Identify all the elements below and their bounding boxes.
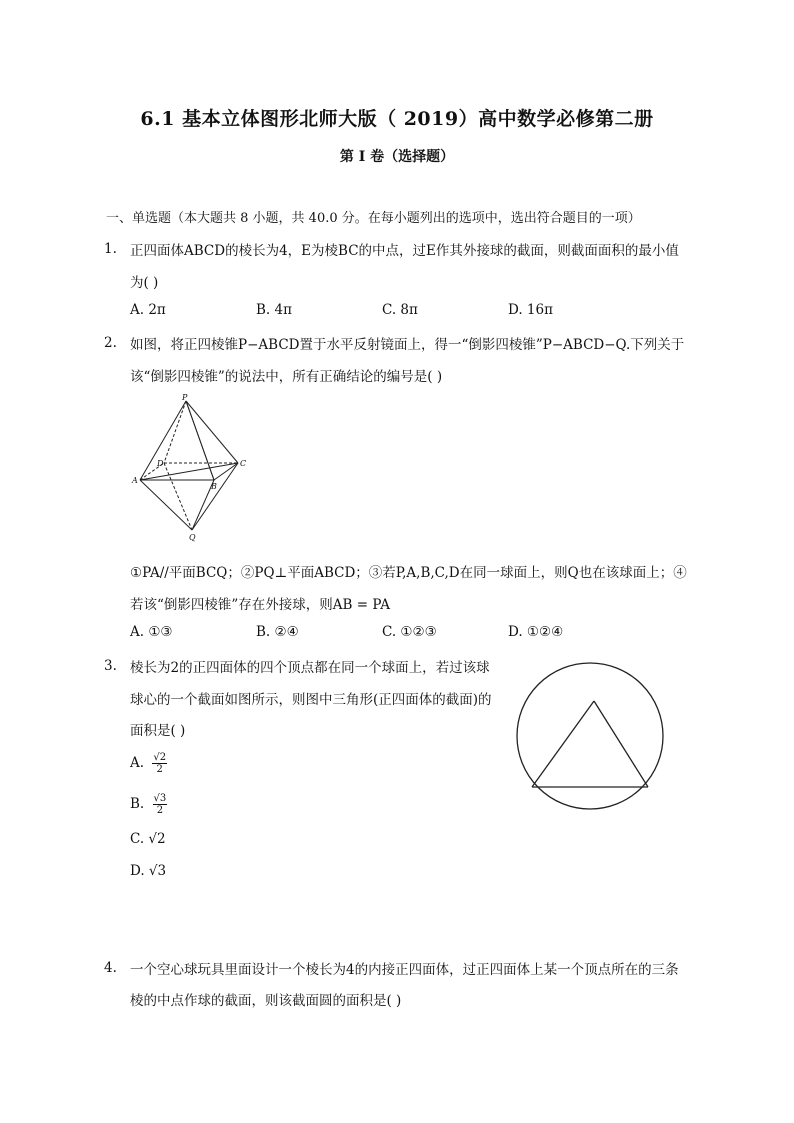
label-c: C [240,459,247,468]
option-letter: A. [130,755,145,771]
option-c: C. ①②③ [382,624,437,640]
pyramid-figure [128,392,258,542]
question-text-line: 该“倒影四棱锥”的说法中，所有正确结论的编号是( ) [130,369,443,385]
section-heading: 一、单选题（本大题共 8 小题，共 40.0 分。在每小题列出的选项中，选出符合题目的一项） [106,211,641,226]
question-text-line: 一个空心球玩具里面设计一个棱长为4的内接正四面体，过正四面体上某一个顶点所在的三条 [130,962,679,978]
option-b [130,793,167,816]
question-number: 3. [104,658,117,674]
label-a: A [132,476,138,485]
circle-triangle-figure [512,658,668,814]
label-p: P [182,393,188,402]
option-d: D. ①②④ [508,624,564,640]
question-text-line: 棱长为2的正四面体的四个顶点都在同一个球面上，若过该球 [130,660,490,676]
option-a: A. ①③ [130,624,173,640]
question-number: 1. [104,241,117,257]
option-c: C. √2 [130,831,166,847]
question-number: 4. [104,960,117,976]
document-title: 6.1 基本立体图形北师大版（ 2019）高中数学必修第二册 [140,108,654,130]
option-b: B. ②④ [256,624,299,640]
option-a: A. 2π [130,302,166,318]
fraction-numerator: √3 [153,793,167,804]
question-text-line: 棱的中点作球的截面，则该截面圆的面积是( ) [130,993,402,1009]
fraction [152,752,167,775]
fraction-denominator: 2 [156,764,163,775]
fraction-denominator: 2 [156,805,164,816]
statement-line: 若该“倒影四棱锥”存在外接球，则AB = PA [130,597,390,613]
question-text-line: 如图，将正四棱锥P−ABCD置于水平反射镜面上，得一“倒影四棱锥”P−ABCD−Q.下列关于 [130,337,685,353]
option-d: D. √3 [130,863,167,879]
fraction [153,793,168,816]
statement-line: ①PA//平面BCQ；②PQ⊥平面ABCD；③若P,A,B,C,D在同一球面上，则Q也在该球面上；④ [130,565,687,581]
question-number: 2. [104,335,117,351]
option-a [130,752,167,775]
option-b: B. 4π [256,302,292,318]
document-subtitle: 第 I 卷（选择题） [339,149,455,165]
label-b: B [211,482,217,491]
question-text-line: 球心的一个截面如图所示，则图中三角形(正四面体的截面)的 [130,692,492,708]
label-q: Q [189,533,196,542]
option-letter: B. [130,796,145,812]
option-d: D. 16π [508,302,553,318]
option-c: C. 8π [382,302,418,318]
question-text-line: 面积是( ) [130,723,186,739]
question-text-line: 正四面体ABCD的棱长为4，E为棱BC的中点，过E作其外接球的截面，则截面面积的最小值 [130,243,679,259]
question-text-line: 为( ) [130,275,159,291]
label-d: D [157,459,164,468]
fraction-numerator: √2 [153,752,167,763]
